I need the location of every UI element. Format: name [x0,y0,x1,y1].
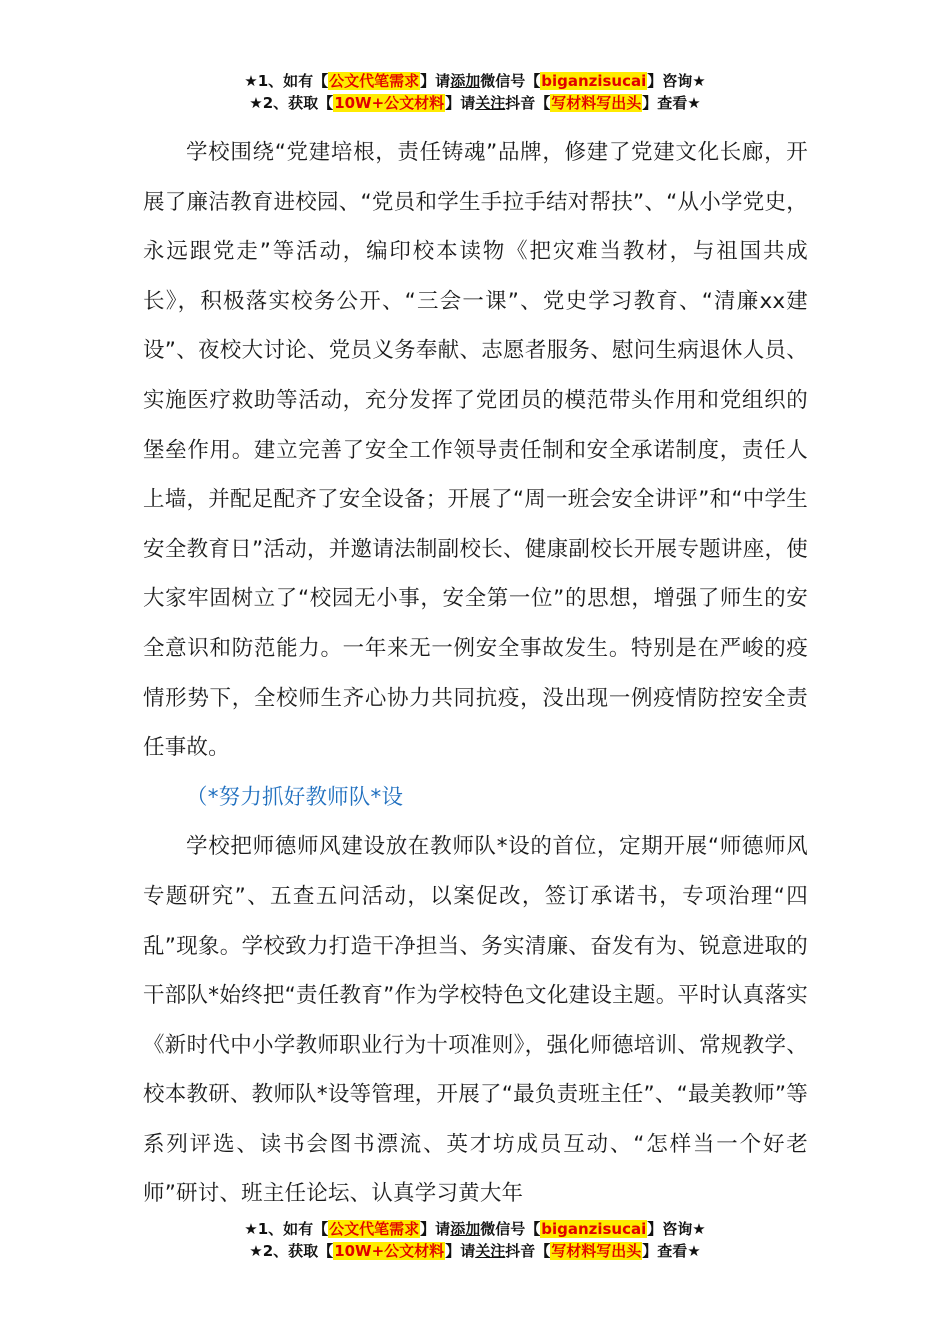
header-banner [0,70,950,114]
footer-banner [0,1218,950,1262]
banner-line-2: ★2、获取【10W+公文材料】请关注抖音【写材料写出头】查看★ [249,1242,701,1260]
banner-line-1: ★1、如有【公文代笔需求】请添加微信号【biganzisucai】咨询★ [244,72,706,90]
underlined-add: 添加 [450,1220,481,1238]
underlined-follow: 关注 [475,1242,506,1260]
document-body [143,128,808,1219]
underlined-follow: 关注 [475,94,506,112]
highlight-wechat-id: biganzisucai [541,72,647,90]
banner-line-2: ★2、获取【10W+公文材料】请关注抖音【写材料写出头】查看★ [249,94,701,112]
highlight-wechat-id: biganzisucai [541,1220,647,1238]
highlight-writing-service: 公文代笔需求 [329,1220,420,1238]
section-heading-teacher-team: （*努力抓好教师队*设 [186,784,404,810]
banner-line-1: ★1、如有【公文代笔需求】请添加微信号【biganzisucai】咨询★ [244,1220,706,1238]
highlight-douyin-account: 写材料写出头 [551,94,642,112]
paragraph-teacher-ethics: 学校把师德师风建设放在教师队*设的首位，定期开展“师德师风专题研究”、五查五问活动，以案促改，签订承诺书，专项治理“四乱”现象。学校致力打造干净担当、务实清廉、奋发有为、锐意进取的干部队*始终把“责任教育”作为学校特色文化建设主题。平时认真落实《新时代中小学教师职业行为十项准则》，强化师德培训、常规教学、校本教研、教师队*设等管理，开展了“最负责班主任”、“最美教师”等系列评选、读书会图书漂流、英才坊成员互动、“怎样当一个好老师”研讨、班主任论坛、认真学习黄大年 [143,834,808,1207]
highlight-douyin-account: 写材料写出头 [551,1242,642,1260]
highlight-materials: 10W+公文材料 [334,94,445,112]
highlight-writing-service: 公文代笔需求 [329,72,420,90]
highlight-materials: 10W+公文材料 [334,1242,445,1260]
underlined-add: 添加 [450,72,481,90]
paragraph-party-building-safety: 学校围绕“党建培根，责任铸魂”品牌，修建了党建文化长廊，开展了廉洁教育进校园、“党员和学生手拉手结对帮扶”、“从小学党史，永远跟党走”等活动，编印校本读物《把灾难当教材，与祖国共成长》，积极落实校务公开、“三会一课”、党史学习教育、“清廉xx建设”、夜校大讨论、党员义务奉献、志愿者服务、慰问生病退休人员、实施医疗救助等活动，充分发挥了党团员的模范带头作用和党组织的堡垒作用。建立完善了安全工作领导责任制和安全承诺制度，责任人上墙，并配足配齐了安全设备；开展了“周一班会安全讲评”和“中学生安全教育日”活动，并邀请法制副校长、健康副校长开展专题讲座，使大家牢固树立了“校园无小事，安全第一位”的思想，增强了师生的安全意识和防范能力。一年来无一例安全事故发生。特别是在严峻的疫情形势下，全校师生齐心协力共同抗疫，没出现一例疫情防控安全责任事故。 [143,140,808,761]
